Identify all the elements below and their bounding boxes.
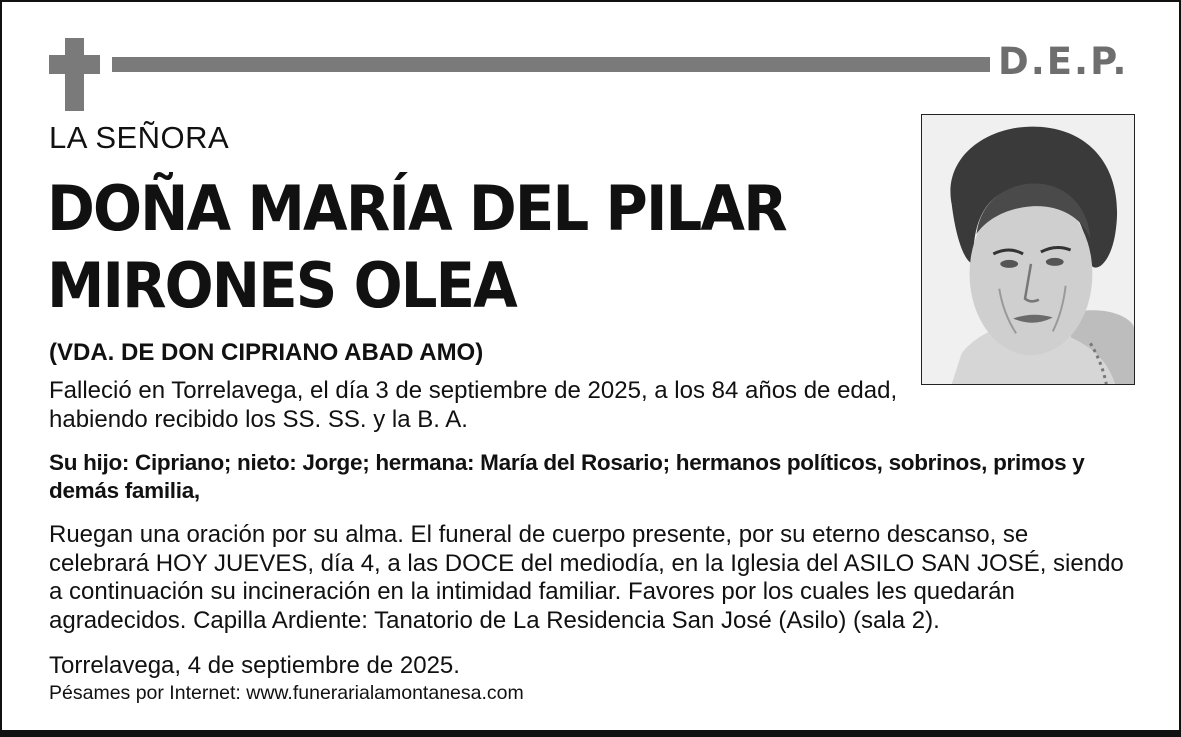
portrait-photo [921, 114, 1135, 385]
death-line-2: habiendo recibido los SS. SS. y la B. A. [49, 405, 468, 433]
funeral-line-1: Ruegan una oración por su alma. El funeral de cuerpo presente, por su eterno descanso, se [49, 521, 1029, 548]
deceased-name [47, 170, 786, 324]
death-notice-paragraph [49, 377, 929, 434]
portrait-illustration [922, 115, 1134, 384]
salutation: LA SEÑORA [49, 120, 230, 155]
header-rule [112, 57, 990, 72]
family-line-1: Su hijo: Cipriano; nieto: Jorge; hermana: María del Rosario; hermanos políticos, sobrinos, primos y [49, 450, 1085, 475]
widow-of: (VDA. DE DON CIPRIANO ABAD AMO) [49, 339, 484, 366]
death-line-1: Falleció en Torrelavega, el día 3 de septiembre de 2025, a los 84 años de edad, [49, 377, 898, 404]
family-paragraph [49, 449, 1159, 505]
funeral-line-4: agradecidos. Capilla Ardiente: Tanatorio de La Residencia San José (Asilo) (sala 2). [49, 606, 940, 634]
family-line-2: demás familia, [49, 478, 200, 503]
dep-label: D.E.P. [998, 40, 1129, 83]
name-line-1: DOÑA MARÍA DEL PILAR [47, 172, 786, 245]
funeral-paragraph [49, 521, 1159, 635]
condolences-website[interactable]: Pésames por Internet: www.funerarialamontanesa.com [49, 682, 524, 704]
funeral-line-3: a continuación su incineración en la intimidad familiar. Favores por los cuales les quedarán [49, 578, 1015, 605]
place-and-date: Torrelavega, 4 de septiembre de 2025. [49, 652, 460, 679]
name-line-2: MIRONES OLEA [47, 249, 516, 322]
funeral-line-2: celebrará HOY JUEVES, día 4, a las DOCE del mediodía, en la Iglesia del ASILO SAN JOSÉ, siendo [49, 549, 1124, 577]
